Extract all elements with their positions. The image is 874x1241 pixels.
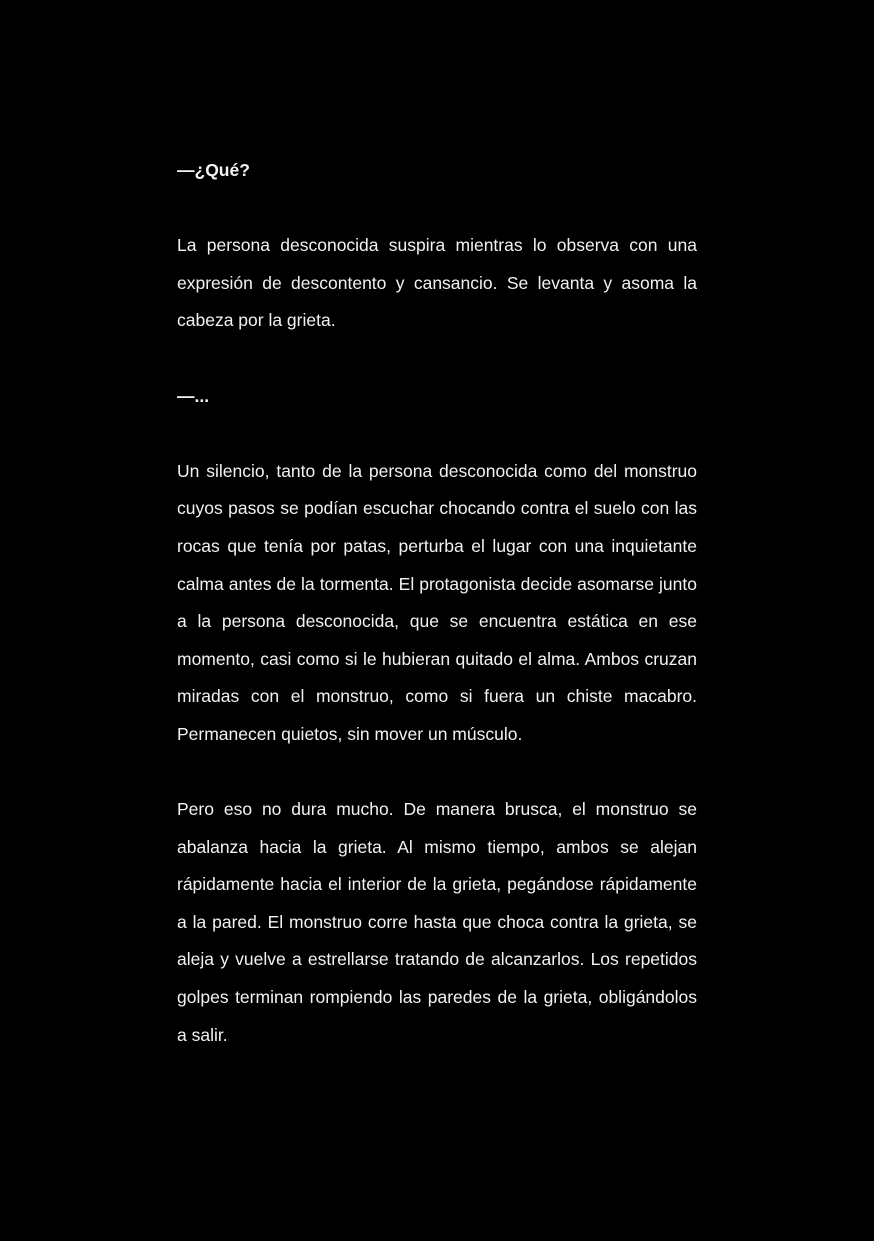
paragraph-monster-charges: Pero eso no dura mucho. De manera brusca, el monstruo se abalanza hacia la grieta. Al mismo tiempo, ambos se alejan rápidamente hacia el interior de la grieta, pegándose rápidamente a la pared. El monstruo corre hasta que choca contra la grieta, se aleja y vuelve a estrellarse tratando de alcanzarlos. Los repetidos golpes terminan rompiendo las paredes de la grieta, obligándolos a salir.: [177, 799, 697, 1045]
dialogue-line-que: —¿Qué?: [177, 160, 250, 180]
document-page: [177, 152, 697, 1092]
paragraph-unknown-person-sighs: La persona desconocida suspira mientras lo observa con una expresión de descontento y cansancio. Se levanta y asoma la cabeza por la grieta.: [177, 235, 697, 331]
dialogue-line-ellipsis: —...: [177, 385, 210, 406]
paragraph-silence: Un silencio, tanto de la persona desconocida como del monstruo cuyos pasos se podían escuchar chocando contra el suelo con las rocas que tenía por patas, perturba el lugar con una inquietante calma antes de la tormenta. El protagonista decide asomarse junto a la persona desconocida, que se encuentra estática en ese momento, casi como si le hubieran quitado el alma. Ambos cruzan miradas con el monstruo, como si fuera un chiste macabro. Permanecen quietos, sin mover un músculo.: [177, 460, 697, 744]
